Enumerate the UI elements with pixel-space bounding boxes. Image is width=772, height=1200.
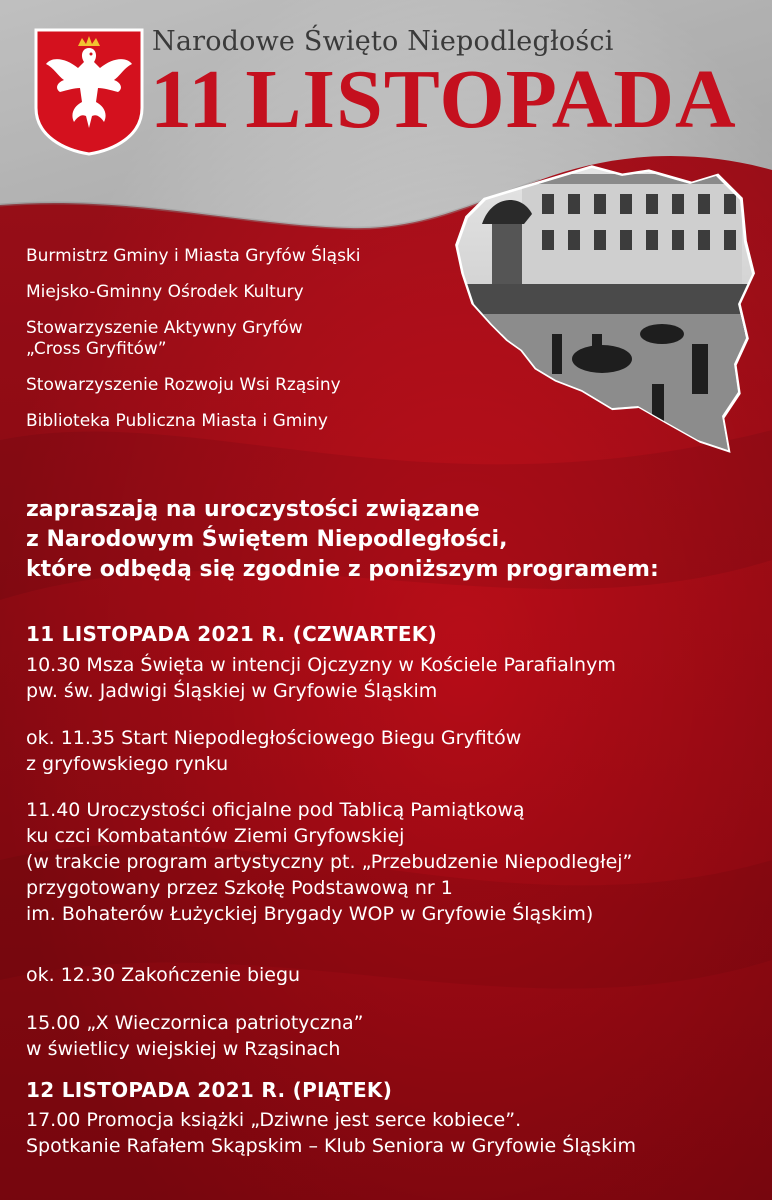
organizer-item: Stowarzyszenie Aktywny Gryfów bbox=[26, 318, 303, 338]
invitation-line: z Narodowym Świętem Niepodległości, bbox=[26, 527, 508, 552]
event-line: Spotkanie Rafałem Skąpskim – Klub Seniora w Gryfowie Śląskim bbox=[26, 1135, 636, 1157]
event-line: 15.00 „X Wieczornica patriotyczna” bbox=[26, 1012, 364, 1034]
organizer-item: Burmistrz Gminy i Miasta Gryfów Śląski bbox=[26, 246, 361, 266]
program-event bbox=[26, 652, 616, 704]
organizer-item: Miejsko-Gminny Ośrodek Kultury bbox=[26, 282, 304, 302]
event-line: 10.30 Msza Święta w intencji Ojczyzny w Kościele Parafialnym bbox=[26, 654, 616, 676]
event-line: ku czci Kombatantów Ziemi Gryfowskiej bbox=[26, 825, 405, 847]
organizer-item: Biblioteka Publiczna Miasta i Gminy bbox=[26, 411, 328, 431]
invitation-line: które odbędą się zgodnie z poniższym programem: bbox=[26, 557, 659, 582]
white-eagle-emblem-icon bbox=[34, 28, 144, 156]
program-event bbox=[26, 1107, 636, 1159]
organizer-item: Stowarzyszenie Rozwoju Wsi Rząsiny bbox=[26, 375, 341, 395]
program-event bbox=[26, 797, 632, 927]
organizers-list bbox=[26, 246, 361, 447]
headline-word: LISTOPADA bbox=[245, 53, 737, 146]
event-line: ok. 11.35 Start Niepodległościowego Biegu Gryfitów bbox=[26, 727, 522, 749]
event-line: w świetlicy wiejskiej w Rząsinach bbox=[26, 1038, 341, 1060]
event-line: im. Bohaterów Łużyckiej Brygady WOP w Gryfowie Śląskim) bbox=[26, 903, 594, 925]
organizer-item: „Cross Gryfitów” bbox=[26, 339, 167, 359]
event-line: ok. 12.30 Zakończenie biegu bbox=[26, 964, 301, 986]
poland-map-photo-icon bbox=[452, 154, 762, 454]
event-line: 17.00 Promocja książki „Dziwne jest serce kobiece”. bbox=[26, 1109, 522, 1131]
invitation-text bbox=[26, 495, 659, 585]
program-event bbox=[26, 725, 521, 777]
program-event bbox=[26, 962, 300, 988]
event-line: przygotowany przez Szkołę Podstawową nr 1 bbox=[26, 877, 453, 899]
day-heading-1: 11 LISTOPADA 2021 R. (CZWARTEK) bbox=[26, 622, 438, 646]
event-line: z gryfowskiego rynku bbox=[26, 753, 229, 775]
event-line: pw. św. Jadwigi Śląskiej w Gryfowie Śląskim bbox=[26, 680, 438, 702]
subtitle: Narodowe Święto Niepodległości bbox=[152, 26, 614, 57]
invitation-line: zapraszają na uroczystości związane bbox=[26, 497, 480, 522]
program-event bbox=[26, 1010, 363, 1062]
event-line: 11.40 Uroczystości oficjalne pod Tablicą Pamiątkową bbox=[26, 799, 525, 821]
headline-number: 11 bbox=[150, 53, 232, 146]
headline bbox=[150, 53, 737, 146]
event-line: (w trakcie program artystyczny pt. „Przebudzenie Niepodległej” bbox=[26, 851, 633, 873]
day-heading-2: 12 LISTOPADA 2021 R. (PIĄTEK) bbox=[26, 1078, 393, 1102]
